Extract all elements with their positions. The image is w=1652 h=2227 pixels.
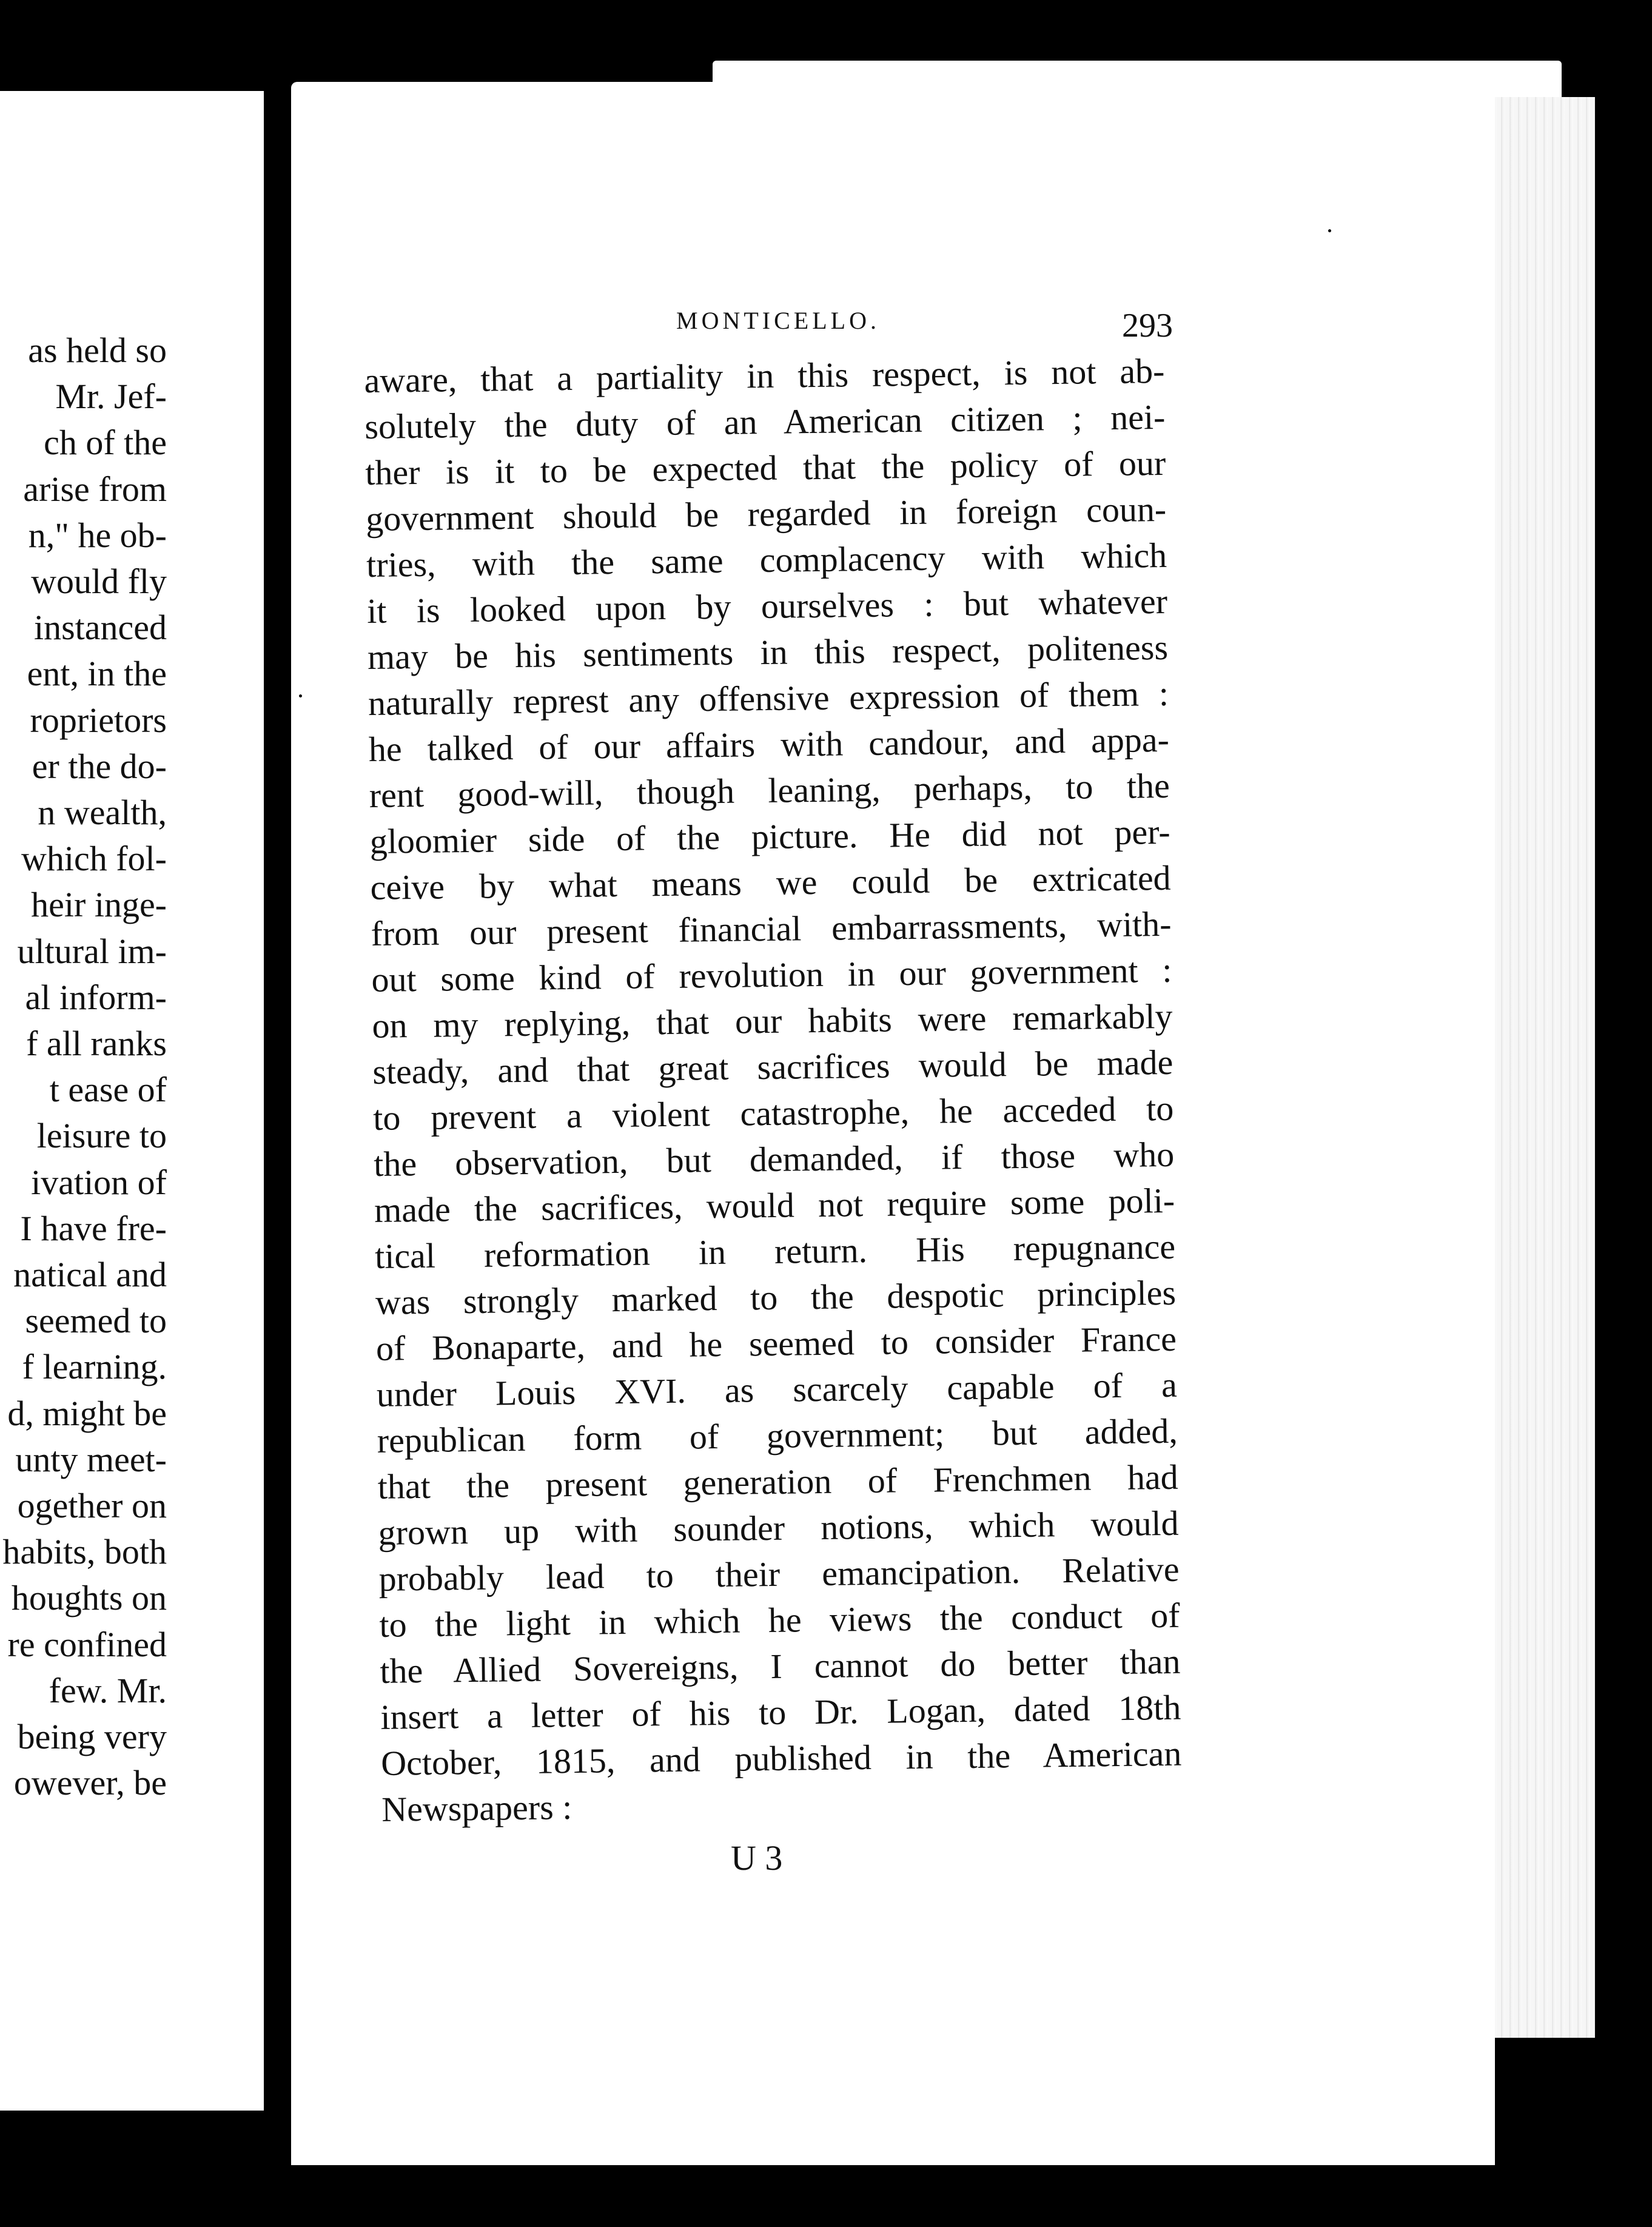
left-page-line: I have fre- xyxy=(20,1208,167,1248)
left-page-line: ent, in the xyxy=(27,654,167,694)
text-line: rent good-will, though leaning, perhaps, to the xyxy=(369,765,1170,815)
left-page-line: which fol- xyxy=(21,839,167,879)
left-page-line: ultural im- xyxy=(17,931,167,971)
text-line: tries, with the same complacency with which xyxy=(366,535,1167,585)
left-page-line: as held so xyxy=(28,331,167,370)
text-line: tical reformation in return. His repugnance xyxy=(374,1226,1176,1276)
left-page-line: re confined xyxy=(7,1624,167,1664)
text-line: the observation, but demanded, if those who xyxy=(373,1134,1175,1184)
text-line: may be his sentiments in this respect, politeness xyxy=(367,627,1169,677)
text-line: ther is it to be expected that the policy of our xyxy=(364,443,1166,492)
text-line: he talked of our affairs with candour, and appa- xyxy=(368,719,1170,769)
left-page-line: unty meet- xyxy=(15,1439,167,1479)
left-page-line: ogether on xyxy=(17,1486,167,1526)
left-page-text xyxy=(0,328,167,1807)
text-line: to prevent a violent catastrophe, he acceded to xyxy=(372,1088,1174,1138)
left-page-line: would fly xyxy=(31,562,167,602)
left-page-line: roprietors xyxy=(30,700,167,740)
text-line: of Bonaparte, and he seemed to consider France xyxy=(375,1318,1177,1368)
left-facing-page xyxy=(0,91,264,2111)
text-line: the Allied Sovereigns, I cannot do better than xyxy=(380,1641,1181,1691)
text-line: insert a letter of his to Dr. Logan, dated 18th xyxy=(380,1687,1181,1737)
page-edges xyxy=(1480,97,1595,2038)
text-line: republican form of government; but added, xyxy=(377,1411,1178,1460)
signature-mark: U 3 xyxy=(731,1838,783,1878)
left-page-line: owever, be xyxy=(13,1763,167,1803)
left-page-line: ivation of xyxy=(31,1162,167,1202)
text-line: out some kind of revolution in our government : xyxy=(371,950,1172,999)
text-line: made the sacrifices, would not require some poli- xyxy=(374,1180,1175,1230)
left-page-line: seemed to xyxy=(25,1301,167,1341)
scan-speck xyxy=(299,694,302,697)
scan-speck xyxy=(1610,1756,1616,1764)
text-line: it is looked upon by ourselves : but whatever xyxy=(366,581,1168,631)
text-line: Newspapers : xyxy=(381,1787,572,1829)
left-page-line: arise from xyxy=(23,469,167,509)
text-line: was strongly marked to the despotic principles xyxy=(375,1272,1177,1322)
page-number: 293 xyxy=(1122,307,1173,344)
left-page-line: Mr. Jef- xyxy=(55,377,167,417)
left-page-line: houghts on xyxy=(11,1578,167,1618)
text-line: October, 1815, and published in the American xyxy=(380,1733,1182,1783)
running-title: MONTICELLO. xyxy=(676,307,880,334)
text-line: that the present generation of Frenchmen had xyxy=(377,1457,1179,1506)
scan-speck xyxy=(1607,2035,1612,2040)
left-page-line: being very xyxy=(17,1717,167,1757)
text-line: aware, that a partiality in this respect, is not ab- xyxy=(364,351,1165,400)
left-page-line: natical and xyxy=(13,1255,167,1295)
text-line: to the light in which he views the conduct of xyxy=(379,1595,1180,1645)
left-page-line: instanced xyxy=(33,608,167,648)
text-line: on my replying, that our habits were remarkably xyxy=(372,996,1173,1046)
text-line: under Louis XVI. as scarcely capable of a xyxy=(376,1365,1178,1414)
left-page-line: er the do- xyxy=(32,746,167,786)
left-page-line: n," he ob- xyxy=(28,515,167,555)
text-line: from our present financial embarrassments, with- xyxy=(371,904,1172,953)
text-line: government should be regarded in foreign coun- xyxy=(365,489,1167,539)
left-page-line: f all ranks xyxy=(26,1024,167,1064)
page-body-text xyxy=(364,348,1183,1833)
text-line: naturally represt any offensive expression of them : xyxy=(368,673,1169,723)
left-page-line: d, might be xyxy=(7,1393,167,1433)
left-page-line: few. Mr. xyxy=(49,1670,167,1710)
left-page-line: heir inge- xyxy=(31,885,167,925)
text-line: solutely the duty of an American citizen ; nei- xyxy=(364,397,1166,446)
left-page-line: t ease of xyxy=(49,1070,167,1110)
left-page-line: leisure to xyxy=(36,1116,167,1156)
book-gutter xyxy=(264,91,291,2117)
text-line: gloomier side of the picture. He did not per- xyxy=(369,811,1171,861)
left-page-line: n wealth, xyxy=(38,793,167,833)
left-page-line: f learning. xyxy=(22,1347,167,1387)
left-page-line: habits, both xyxy=(2,1532,167,1572)
text-line: probably lead to their emancipation. Relative xyxy=(378,1549,1180,1599)
text-line: grown up with sounder notions, which would xyxy=(378,1503,1179,1553)
text-line: steady, and that great sacrifices would be made xyxy=(372,1042,1174,1092)
text-line: ceive by what means we could be extricated xyxy=(370,858,1171,907)
scan-speck xyxy=(1328,229,1331,232)
left-page-line: al inform- xyxy=(25,977,167,1017)
left-page-line: ch of the xyxy=(44,423,167,463)
